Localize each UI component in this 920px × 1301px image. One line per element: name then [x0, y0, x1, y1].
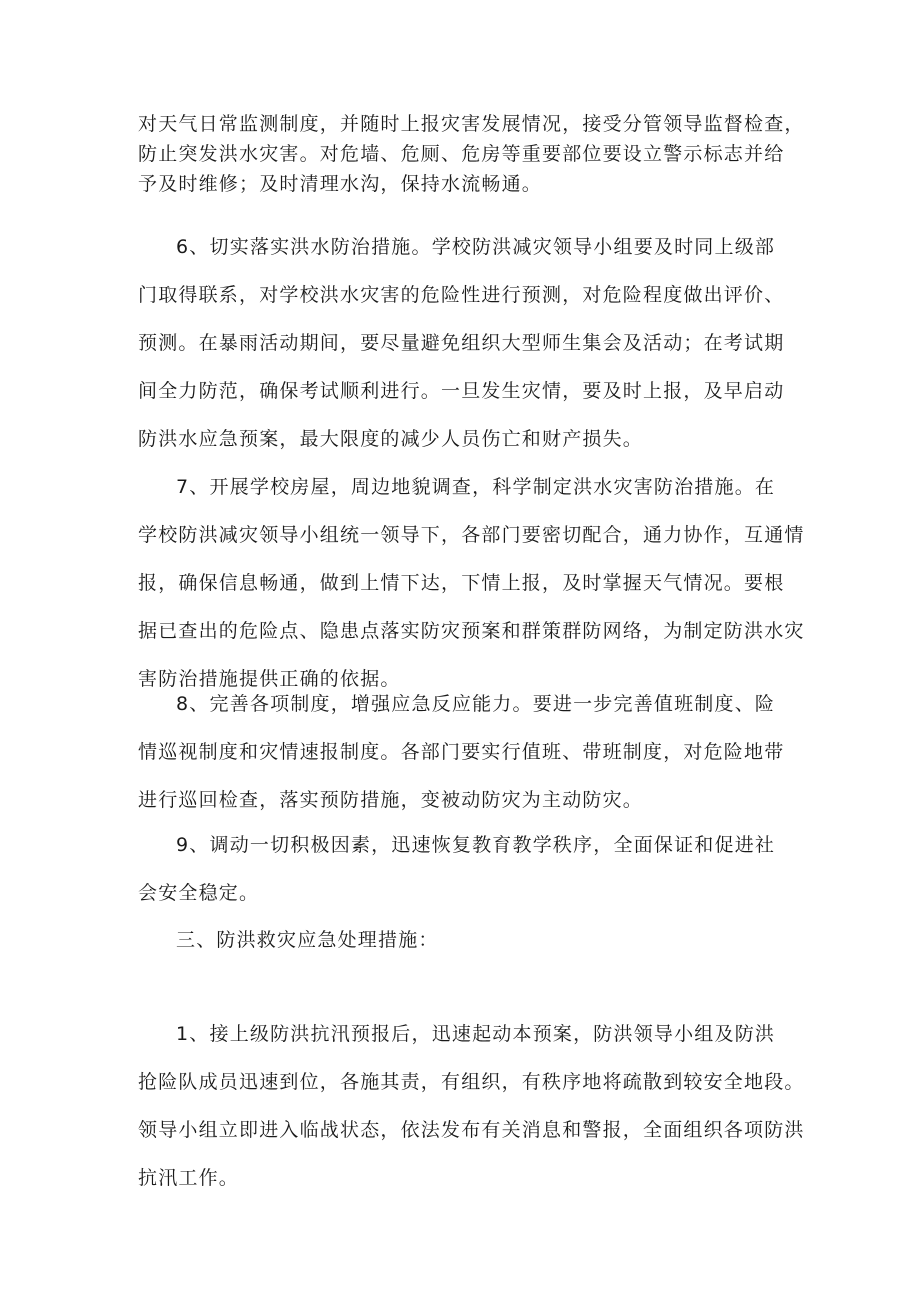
paragraph-item-7 [138, 463, 805, 703]
text-line: 8、完善各项制度，增强应急反应能力。要进一步完善值班制度、险 [176, 693, 776, 715]
text-line: 据已查出的危险点、隐患点落实防灾预案和群策群防网络，为制定防洪水灾 [138, 620, 805, 642]
text-line: 门取得联系，对学校洪水灾害的危险性进行预测，对危险程度做出评价、 [138, 284, 785, 306]
paragraph-measure-1 [138, 1010, 805, 1202]
section-heading-emergency-measures [138, 916, 788, 964]
text-line: 防洪水应急预案，最大限度的减少人员伤亡和财产损失。 [138, 428, 644, 450]
text-line: 会安全稳定。 [138, 882, 260, 904]
text-line: 间全力防范，确保考试顺利进行。一旦发生灾情，要及时上报，及早启动 [138, 380, 785, 402]
paragraph-item-9 [138, 821, 788, 917]
text-line: 予及时维修；及时清理水沟，保持水流畅通。 [138, 173, 543, 195]
text-line: 9、调动一切积极因素，迅速恢复教育教学秩序，全面保证和促进社 [176, 834, 776, 856]
text-line: 对天气日常监测制度，并随时上报灾害发展情况，接受分管领导监督检查， [138, 113, 805, 135]
text-line: 防止突发洪水灾害。对危墙、危厕、危房等重要部位要设立警示标志并给 [138, 143, 785, 165]
text-line: 进行巡回检查，落实预防措施，变被动防灾为主动防灾。 [138, 789, 644, 811]
text-line: 抢险队成员迅速到位，各施其责，有组织，有秩序地将疏散到较安全地段。 [138, 1071, 805, 1093]
text-line: 害防治措施提供正确的依据。 [138, 668, 401, 690]
section-heading-text: 三、防洪救灾应急处理措施： [176, 929, 439, 951]
text-line: 抗汛工作。 [138, 1167, 240, 1189]
text-line: 领导小组立即进入临战状态，依法发布有关消息和警报，全面组织各项防洪 [138, 1119, 805, 1141]
text-line: 6、切实落实洪水防治措施。学校防洪减灾领导小组要及时同上级部 [176, 236, 776, 258]
text-line: 情巡视制度和灾情速报制度。各部门要实行值班、带班制度，对危险地带 [138, 741, 785, 763]
paragraph-item-6 [138, 223, 788, 463]
paragraph-weather-monitoring [138, 109, 805, 199]
text-line: 1、接上级防洪抗汛预报后，迅速起动本预案，防洪领导小组及防洪 [176, 1023, 776, 1045]
text-line: 报，确保信息畅通，做到上情下达，下情上报，及时掌握天气情况。要根 [138, 572, 785, 594]
text-line: 预测。在暴雨活动期间，要尽量避免组织大型师生集会及活动；在考试期 [138, 332, 785, 354]
text-line: 7、开展学校房屋，周边地貌调查，科学制定洪水灾害防治措施。在 [176, 476, 776, 498]
paragraph-item-8 [138, 680, 788, 824]
text-line: 学校防洪减灾领导小组统一领导下，各部门要密切配合，通力协作，互通情 [138, 524, 805, 546]
